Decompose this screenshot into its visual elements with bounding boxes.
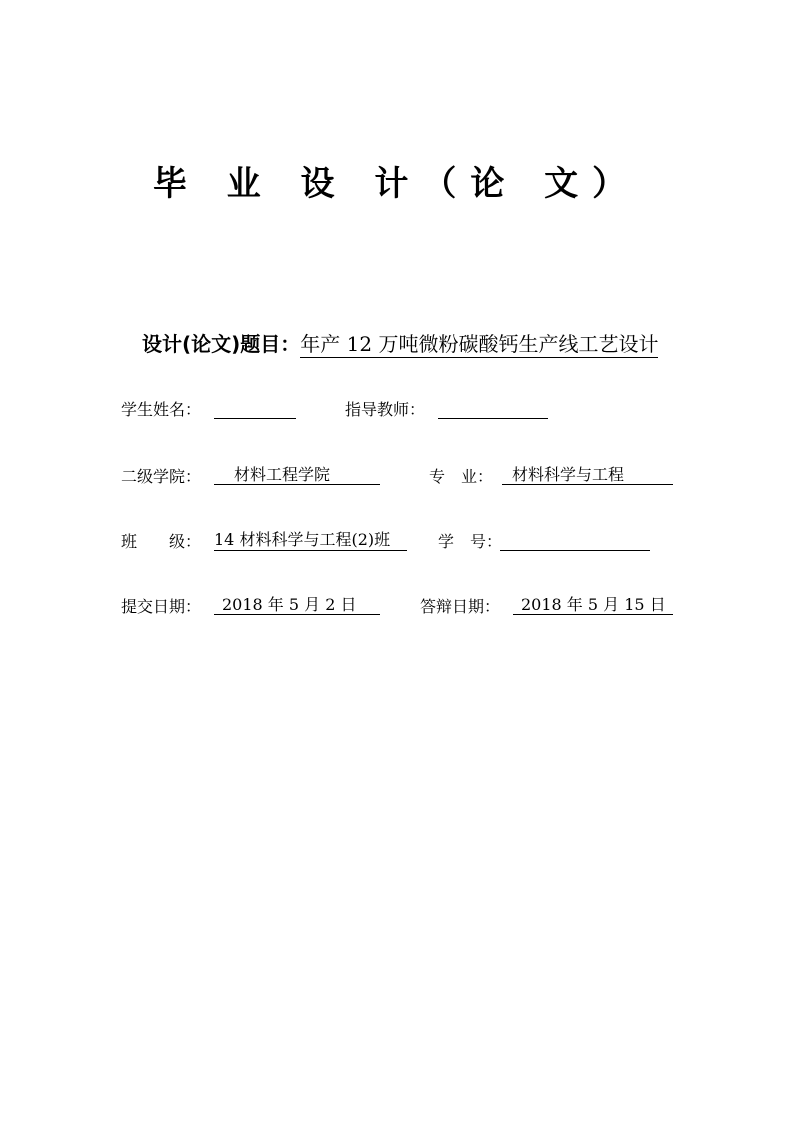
- defense-date-field: 2018 年 5 月 15 日: [513, 595, 673, 615]
- class-label: 班 级：: [121, 532, 202, 551]
- student-id-label: 学 号：: [438, 532, 503, 551]
- thesis-topic-row: [142, 330, 658, 358]
- thesis-topic-value: 年产 12 万吨微粉碳酸钙生产线工艺设计: [300, 332, 659, 356]
- class-id-row: [121, 530, 681, 556]
- advisor-label: 指导教师：: [345, 400, 426, 419]
- college-label: 二级学院：: [121, 467, 202, 486]
- college-major-row: [121, 465, 681, 491]
- submit-date-label: 提交日期：: [121, 597, 202, 616]
- student-id-field: [500, 530, 650, 551]
- major-field: 材料科学与工程: [502, 465, 673, 485]
- thesis-topic-label: 设计(论文)题目：: [142, 332, 301, 356]
- major-label: 专 业：: [429, 467, 494, 486]
- dates-row: [121, 595, 681, 621]
- student-name-field: [214, 398, 296, 419]
- page-title: 毕 业 设 计（论 文）: [152, 164, 641, 204]
- student-advisor-row: [121, 398, 681, 424]
- college-field: 材料工程学院: [214, 465, 380, 485]
- defense-date-label: 答辩日期：: [420, 597, 501, 616]
- submit-date-field: 2018 年 5 月 2 日: [214, 595, 380, 615]
- class-field: 14 材料科学与工程(2)班: [214, 530, 407, 551]
- student-name-label: 学生姓名：: [121, 400, 202, 419]
- advisor-field: [438, 398, 548, 419]
